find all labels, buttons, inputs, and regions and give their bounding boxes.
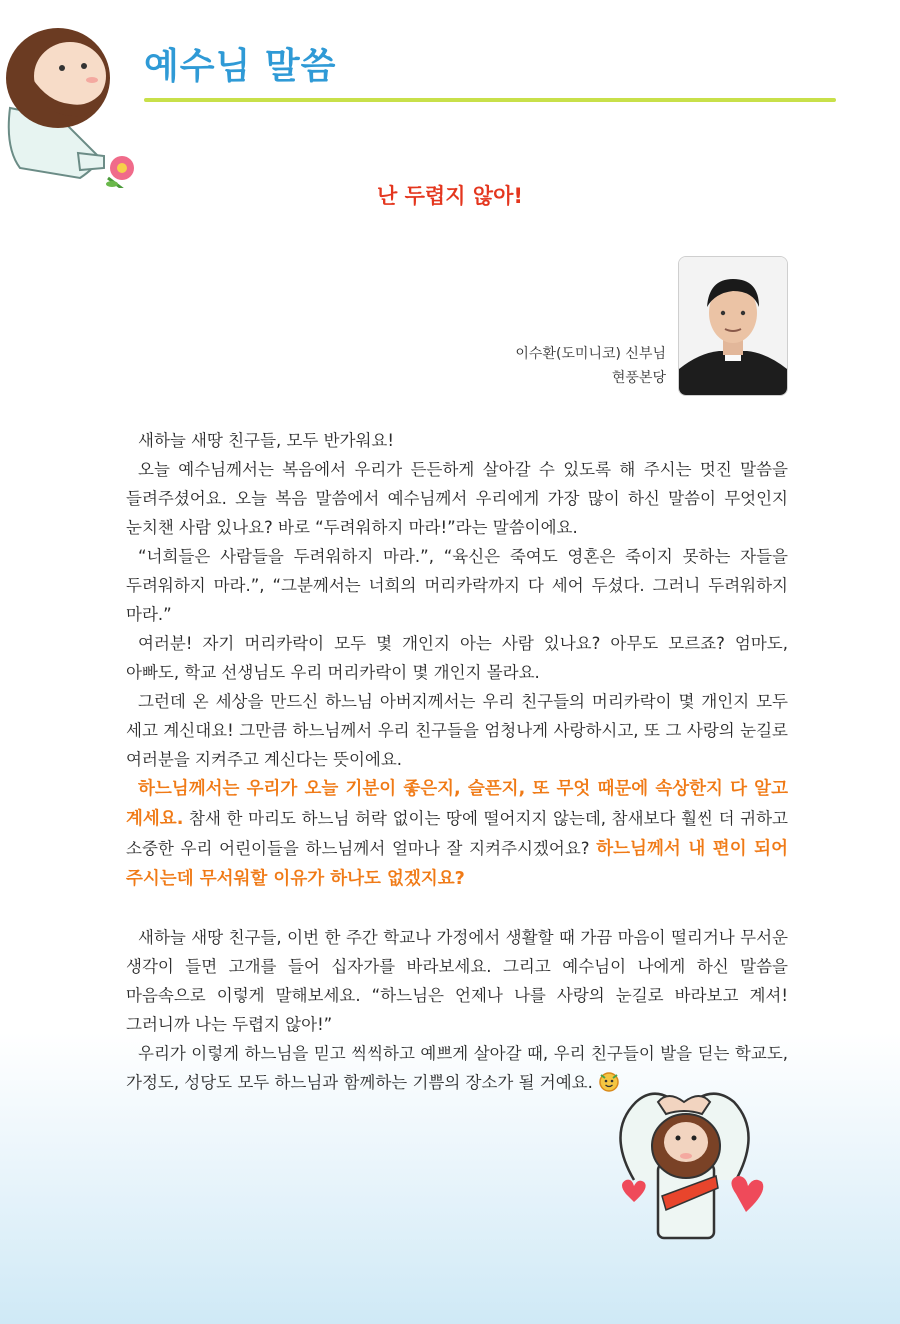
paragraph: 새하늘 새땅 친구들, 이번 한 주간 학교나 가정에서 생활할 때 가끔 마음이 떨리거나 무서운 생각이 들면 고개를 들어 십자가를 바라보세요. 그리고 예수님이 나에게 하신 말씀을 마음속으로 이렇게 말해보세요. “하느님은 언제나 나를 사랑의 눈길로 바라보고 계셔! 그러니까 나는 두렵지 않아!” bbox=[126, 928, 788, 1034]
article-title: 난 두렵지 않아! bbox=[377, 184, 523, 208]
priest-photo bbox=[678, 256, 788, 396]
paragraph-spacer bbox=[126, 894, 788, 923]
article-body bbox=[126, 426, 788, 1097]
highlight-text: 하느님께서는 우리가 오늘 기분이 좋은지, 슬픈지, 또 무엇 때문에 속상한지 다 알고 계세요. bbox=[126, 779, 788, 829]
paragraph-text: 참새 한 마리도 하느님 허락 없이는 땅에 떨어지지 않는데, 참새보다 훨씬 더 귀하고 소중한 우리 어린이들을 하느님께서 얼마나 잘 지켜주시겠어요? bbox=[126, 809, 788, 858]
jesus-heart-mascot-icon bbox=[606, 1072, 776, 1244]
paragraph bbox=[126, 774, 788, 894]
paragraph-text: 우리가 이렇게 하느님을 믿고 씩씩하고 예쁘게 살아갈 때, 우리 친구들이 발을 딛는 학교도, 가정도, 성당도 모두 하느님과 함께하는 기쁨의 장소가 될 거예요. bbox=[126, 1044, 788, 1092]
paragraph: 그런데 온 세상을 만드신 하느님 아버지께서는 우리 친구들의 머리카락이 몇 개인지 모두 세고 계신대요! 그만큼 하느님께서 우리 친구들을 엄청나게 사랑하시고, 또 그 사랑의 눈길로 여러분을 지켜주고 계신다는 뜻이에요. bbox=[126, 692, 788, 769]
title-underline bbox=[144, 98, 836, 102]
paragraph: 오늘 예수님께서는 복음에서 우리가 든든하게 살아갈 수 있도록 해 주시는 멋진 말씀을 들려주셨어요. 오늘 복음 말씀에서 예수님께서 우리에게 가장 많이 하신 말씀이 무엇인지 눈치챈 사람 있나요? 바로 “두려워하지 마라!”라는 말씀이에요. bbox=[126, 460, 788, 537]
jesus-mascot-flower-icon bbox=[0, 18, 140, 188]
author-parish: 현풍본당 bbox=[611, 370, 666, 386]
highlight-text: 하느님께서 내 편이 되어 주시는데 무서워할 이유가 하나도 없겠지요? bbox=[126, 839, 788, 889]
paragraph: 여러분! 자기 머리카락이 모두 몇 개인지 아는 사람 있나요? 아무도 모르죠? 엄마도, 아빠도, 학교 선생님도 우리 머리카락이 몇 개인지 몰라요. bbox=[126, 634, 788, 682]
paragraph: 새하늘 새땅 친구들, 모두 반가워요! bbox=[138, 431, 394, 450]
paragraph: “너희들은 사람들을 두려워하지 마라.”, “육신은 죽여도 영혼은 죽이지 못하는 자들을 두려워하지 마라.”, “그분께서는 너희의 머리카락까지 다 세어 두셨다. 그러니 두려워하지 마라.” bbox=[126, 547, 788, 624]
author-name: 이수환(도미니코) 신부님 bbox=[515, 346, 666, 362]
author-info bbox=[515, 342, 666, 390]
section-title: 예수님 말씀 bbox=[144, 46, 337, 87]
